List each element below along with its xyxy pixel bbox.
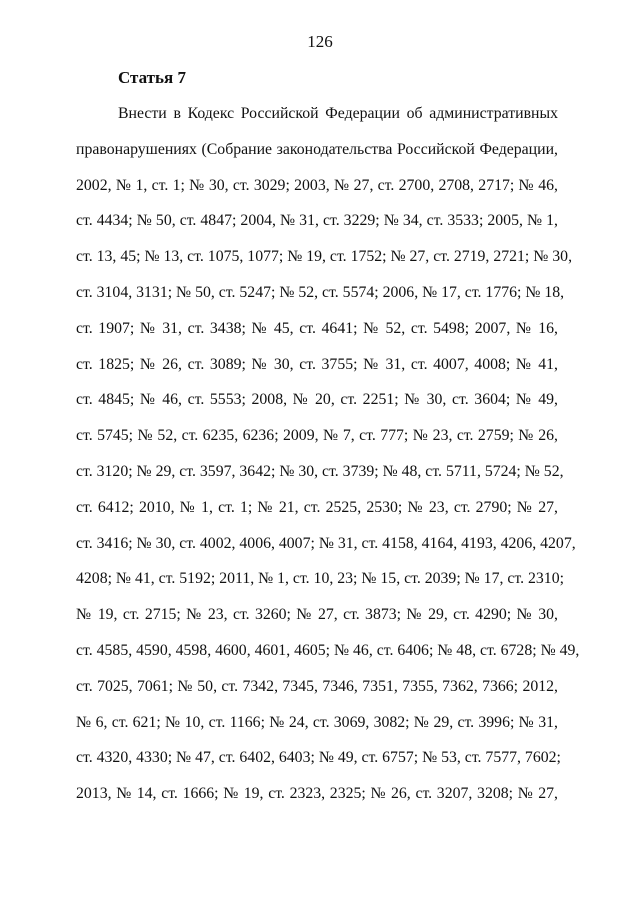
text-line: ст. 3416; № 30, ст. 4002, 4006, 4007; № 31, ст. 4158, 4164, 4193, 4206, 4207, — [76, 534, 576, 552]
text-line: ст. 13, 45; № 13, ст. 1075, 1077; № 19, ст. 1752; № 27, ст. 2719, 2721; № 30, — [76, 248, 573, 266]
text-line: ст. 3104, 3131; № 50, ст. 5247; № 52, ст. 5574; 2006, № 17, ст. 1776; № 18, — [76, 283, 565, 301]
text-line: № 19, ст. 2715; № 23, ст. 3260; № 27, ст. 3873; № 29, ст. 4290; № 30, — [76, 606, 558, 624]
text-line: правонарушениях (Собрание законодательства Российской Федерации, — [76, 140, 558, 158]
text-line: ст. 3120; № 29, ст. 3597, 3642; № 30, ст. 3739; № 48, ст. 5711, 5724; № 52, — [76, 462, 564, 480]
article-heading: Статья 7 — [118, 68, 186, 87]
text-line: ст. 4434; № 50, ст. 4847; 2004, № 31, ст. 3229; № 34, ст. 3533; 2005, № 1, — [76, 212, 558, 230]
text-line: ст. 4585, 4590, 4598, 4600, 4601, 4605; № 46, ст. 6406; № 48, ст. 6728; № 49, — [76, 641, 580, 659]
text-line: Внести в Кодекс Российской Федерации об административных — [118, 105, 558, 122]
text-line: ст. 1825; № 26, ст. 3089; № 30, ст. 3755; № 31, ст. 4007, 4008; № 41, — [76, 355, 558, 373]
text-line: ст. 6412; 2010, № 1, ст. 1; № 21, ст. 2525, 2530; № 23, ст. 2790; № 27, — [76, 498, 558, 516]
text-line: ст. 1907; № 31, ст. 3438; № 45, ст. 4641; № 52, ст. 5498; 2007, № 16, — [76, 319, 558, 337]
text-line: ст. 5745; № 52, ст. 6235, 6236; 2009, № 7, ст. 777; № 23, ст. 2759; № 26, — [76, 427, 558, 445]
article-body — [76, 96, 580, 812]
text-line: ст. 7025, 7061; № 50, ст. 7342, 7345, 7346, 7351, 7355, 7362, 7366; 2012, — [76, 677, 558, 695]
text-line: 2002, № 1, ст. 1; № 30, ст. 3029; 2003, № 27, ст. 2700, 2708, 2717; № 46, — [76, 176, 558, 194]
text-line: ст. 4845; № 46, ст. 5553; 2008, № 20, ст. 2251; № 30, ст. 3604; № 49, — [76, 391, 558, 409]
text-line: № 6, ст. 621; № 10, ст. 1166; № 24, ст. 3069, 3082; № 29, ст. 3996; № 31, — [76, 713, 558, 731]
page-number: 126 — [307, 32, 333, 51]
text-line: ст. 4320, 4330; № 47, ст. 6402, 6403; № 49, ст. 6757; № 53, ст. 7577, 7602; — [76, 749, 561, 767]
text-line: 2013, № 14, ст. 1666; № 19, ст. 2323, 2325; № 26, ст. 3207, 3208; № 27, — [76, 785, 558, 803]
text-line: 4208; № 41, ст. 5192; 2011, № 1, ст. 10, 23; № 15, ст. 2039; № 17, ст. 2310; — [76, 570, 564, 588]
